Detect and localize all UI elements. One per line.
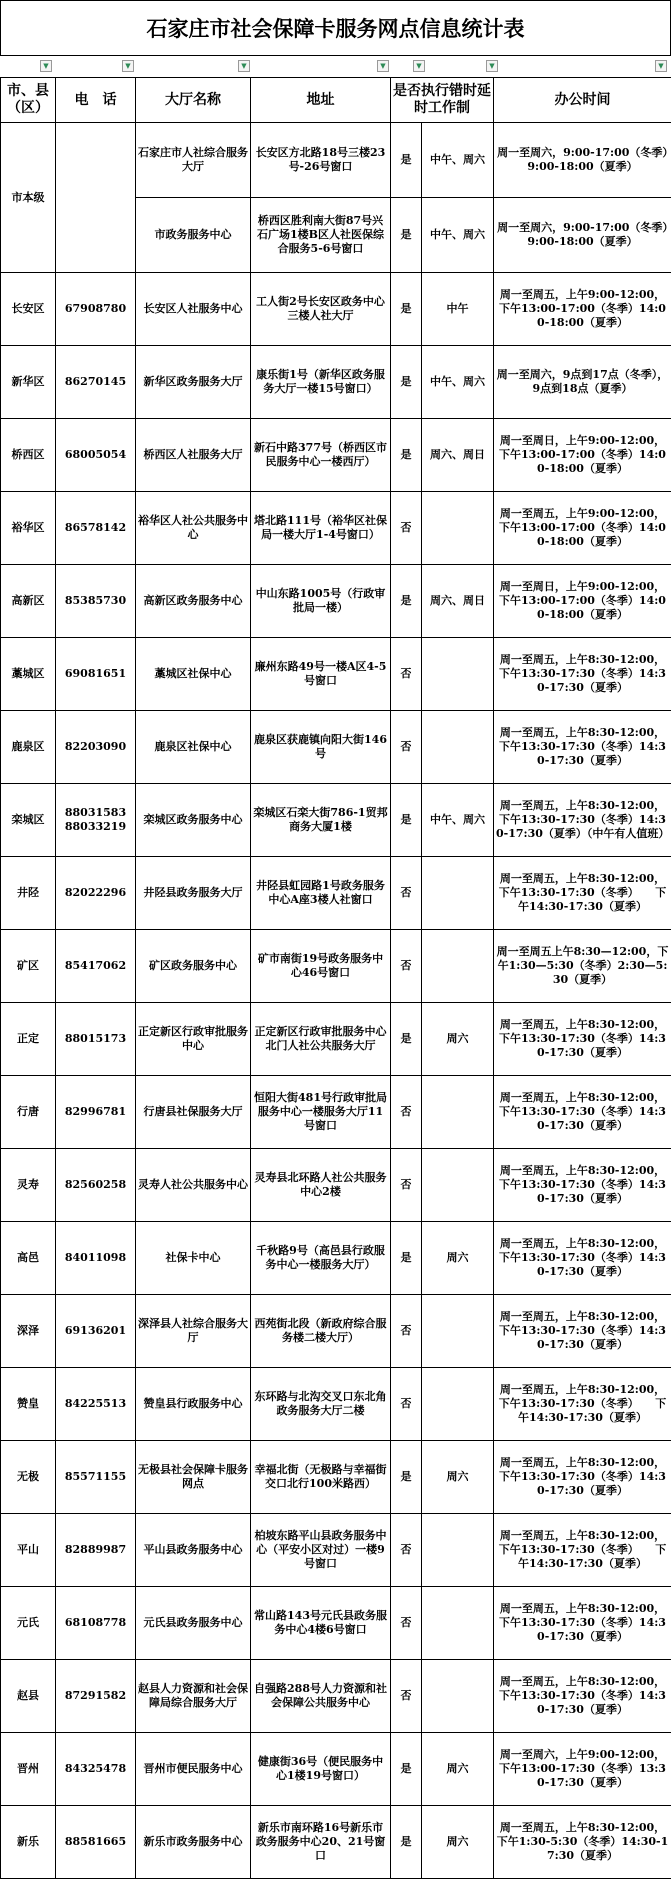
- filter-dropdown-icon[interactable]: ▼: [122, 60, 134, 72]
- cell-extra-days[interactable]: [422, 1076, 494, 1149]
- table-row: [1, 1076, 671, 1149]
- cell-address[interactable]: 鹿泉区获鹿镇向阳大街146号: [251, 711, 391, 784]
- cell-phone[interactable]: 85417062: [56, 930, 136, 1003]
- cell-office-hours[interactable]: 周一至周六，9点到17点（冬季），9点到18点（夏季）: [494, 346, 671, 419]
- cell-hall-name[interactable]: 元氏县政务服务中心: [136, 1587, 251, 1660]
- cell-phone[interactable]: 88031583 88033219: [56, 784, 136, 857]
- cell-address[interactable]: 桥西区胜利南大街87号兴石广场1楼B区人社医保综合服务5-6号窗口: [251, 198, 391, 273]
- cell-staggered[interactable]: 否: [391, 930, 422, 1003]
- cell-district[interactable]: 新乐: [1, 1806, 56, 1879]
- cell-office-hours[interactable]: 周一至周五，上午8:30-12:00，下午13:30-17:30（冬季）14:30-17:30（夏季）: [494, 1441, 671, 1514]
- cell-extra-days[interactable]: 中午、周六: [422, 198, 494, 273]
- cell-district[interactable]: 藁城区: [1, 638, 56, 711]
- cell-district[interactable]: 井陉: [1, 857, 56, 930]
- table-row: [1, 1733, 671, 1806]
- cell-phone[interactable]: 85571155: [56, 1441, 136, 1514]
- table-header-row: [1, 78, 671, 123]
- cell-address[interactable]: 新石中路377号（桥西区市民服务中心一楼西厅）: [251, 419, 391, 492]
- cell-staggered[interactable]: 是: [391, 123, 422, 198]
- cell-district[interactable]: 赵县: [1, 1660, 56, 1733]
- cell-staggered[interactable]: 否: [391, 711, 422, 784]
- cell-hall-name[interactable]: 藁城区社保中心: [136, 638, 251, 711]
- cell-phone[interactable]: 84325478: [56, 1733, 136, 1806]
- cell-office-hours[interactable]: 周一至周五，上午9:00-12:00，下午13:00-17:00（冬季）14:00-18:00（夏季）: [494, 273, 671, 346]
- cell-staggered[interactable]: 是: [391, 784, 422, 857]
- cell-staggered[interactable]: 否: [391, 1149, 422, 1222]
- cell-extra-days[interactable]: 周六、周日: [422, 419, 494, 492]
- table-row: [1, 1806, 671, 1879]
- cell-office-hours[interactable]: 周一至周六，上午9:00-12:00，下午13:00-17:30（冬季）13:30-17:30（夏季）: [494, 1733, 671, 1806]
- cell-hall-name[interactable]: 平山县政务服务中心: [136, 1514, 251, 1587]
- cell-hall-name[interactable]: 晋州市便民服务中心: [136, 1733, 251, 1806]
- cell-address[interactable]: 柏坡东路平山县政务服务中心（平安小区对过）一楼9号窗口: [251, 1514, 391, 1587]
- table-row: [1, 638, 671, 711]
- cell-address[interactable]: 灵寿县北环路人社公共服务中心2楼: [251, 1149, 391, 1222]
- cell-hall-name[interactable]: 市政务服务中心: [136, 198, 251, 273]
- cell-hall-name[interactable]: 行唐县社保服务大厅: [136, 1076, 251, 1149]
- cell-address[interactable]: 工人街2号长安区政务中心三楼人社大厅: [251, 273, 391, 346]
- table-row: [1, 123, 671, 198]
- cell-extra-days[interactable]: [422, 930, 494, 1003]
- cell-office-hours[interactable]: 周一至周六，9:00-17:00（冬季）9:00-18:00（夏季）: [494, 198, 671, 273]
- cell-extra-days[interactable]: 周六: [422, 1806, 494, 1879]
- cell-office-hours[interactable]: 周一至周日，上午9:00-12:00，下午13:00-17:00（冬季）14:00-18:00（夏季）: [494, 419, 671, 492]
- cell-hall-name[interactable]: 社保卡中心: [136, 1222, 251, 1295]
- cell-phone[interactable]: 69136201: [56, 1295, 136, 1368]
- cell-address[interactable]: 自强路288号人力资源和社会保障公共服务中心: [251, 1660, 391, 1733]
- cell-district[interactable]: 桥西区: [1, 419, 56, 492]
- table-row: [1, 1441, 671, 1514]
- header-address: 地址: [251, 78, 391, 123]
- cell-address[interactable]: 井陉县虹园路1号政务服务中心A座3楼人社窗口: [251, 857, 391, 930]
- cell-hall-name[interactable]: 桥西区人社服务大厅: [136, 419, 251, 492]
- table-row: [1, 1660, 671, 1733]
- service-points-table: [0, 77, 671, 1879]
- cell-extra-days[interactable]: 中午: [422, 273, 494, 346]
- cell-hall-name[interactable]: 石家庄市人社综合服务大厅: [136, 123, 251, 198]
- cell-office-hours[interactable]: 周一至周五，上午8:30-12:00，下午13:30-17:30（冬季）14:30-17:30（夏季）: [494, 638, 671, 711]
- cell-extra-days[interactable]: [422, 1149, 494, 1222]
- cell-hall-name[interactable]: 赞皇县行政服务中心: [136, 1368, 251, 1441]
- cell-district[interactable]: 行唐: [1, 1076, 56, 1149]
- cell-extra-days[interactable]: 周六、周日: [422, 565, 494, 638]
- cell-phone[interactable]: 82996781: [56, 1076, 136, 1149]
- cell-staggered[interactable]: 否: [391, 1368, 422, 1441]
- cell-address[interactable]: 塔北路111号（裕华区社保局一楼大厅1-4号窗口）: [251, 492, 391, 565]
- cell-office-hours[interactable]: 周一至周五，上午8:30-12:00，下午13:30-17:30（冬季）14:30-17:30（夏季）: [494, 1222, 671, 1295]
- cell-hall-name[interactable]: 栾城区政务服务中心: [136, 784, 251, 857]
- table-row: [1, 1149, 671, 1222]
- cell-district[interactable]: 长安区: [1, 273, 56, 346]
- cell-extra-days[interactable]: 周六: [422, 1222, 494, 1295]
- cell-address[interactable]: 西苑街北段（新政府综合服务楼二楼大厅）: [251, 1295, 391, 1368]
- header-phone: 电 话: [56, 78, 136, 123]
- cell-staggered[interactable]: 是: [391, 1222, 422, 1295]
- cell-district[interactable]: 鹿泉区: [1, 711, 56, 784]
- cell-hall-name[interactable]: 裕华区人社公共服务中心: [136, 492, 251, 565]
- cell-district[interactable]: 赞皇: [1, 1368, 56, 1441]
- table-row: [1, 419, 671, 492]
- cell-hall-name[interactable]: 赵县人力资源和社会保障局综合服务大厅: [136, 1660, 251, 1733]
- cell-district[interactable]: 正定: [1, 1003, 56, 1076]
- cell-address[interactable]: 幸福北街（无极路与幸福街交口北行100米路西）: [251, 1441, 391, 1514]
- cell-phone[interactable]: 69081651: [56, 638, 136, 711]
- cell-staggered[interactable]: 否: [391, 1660, 422, 1733]
- cell-office-hours[interactable]: 周一至周五，上午8:30-12:00，下午13:30-17:30（冬季）14:30-17:30（夏季）（中午有人值班）: [494, 784, 671, 857]
- cell-staggered[interactable]: 是: [391, 198, 422, 273]
- cell-extra-days[interactable]: 中午、周六: [422, 123, 494, 198]
- cell-phone[interactable]: 82022296: [56, 857, 136, 930]
- cell-staggered[interactable]: 是: [391, 419, 422, 492]
- cell-district[interactable]: 矿区: [1, 930, 56, 1003]
- cell-staggered[interactable]: 是: [391, 346, 422, 419]
- cell-address[interactable]: 正定新区行政审批服务中心北门人社公共服务大厅: [251, 1003, 391, 1076]
- table-row: [1, 273, 671, 346]
- filter-bar: [0, 56, 671, 77]
- cell-phone[interactable]: 82203090: [56, 711, 136, 784]
- table-row: [1, 1368, 671, 1441]
- table-row: [1, 857, 671, 930]
- cell-office-hours[interactable]: 周一至周五，上午8:30-12:00，下午13:30-17:30（冬季）14:30-17:30（夏季）: [494, 1149, 671, 1222]
- cell-staggered[interactable]: 否: [391, 1076, 422, 1149]
- cell-extra-days[interactable]: [422, 638, 494, 711]
- cell-office-hours[interactable]: 周一至周五，上午8:30-12:00，下午13:30-17:30（冬季）14:30-17:30（夏季）: [494, 1003, 671, 1076]
- cell-extra-days[interactable]: [422, 711, 494, 784]
- cell-extra-days[interactable]: [422, 1295, 494, 1368]
- header-district: 市、县（区）: [1, 78, 56, 123]
- cell-hall-name[interactable]: 新乐市政务服务中心: [136, 1806, 251, 1879]
- cell-staggered[interactable]: 否: [391, 492, 422, 565]
- cell-district[interactable]: 裕华区: [1, 492, 56, 565]
- cell-phone[interactable]: 86578142: [56, 492, 136, 565]
- cell-phone[interactable]: 68005054: [56, 419, 136, 492]
- filter-dropdown-icon[interactable]: ▼: [413, 60, 425, 72]
- header-hall-name: 大厅名称: [136, 78, 251, 123]
- cell-district[interactable]: 灵寿: [1, 1149, 56, 1222]
- cell-hall-name[interactable]: 矿区政务服务中心: [136, 930, 251, 1003]
- cell-address[interactable]: 栾城区石栾大街786-1贸邦商务大厦1楼: [251, 784, 391, 857]
- cell-phone[interactable]: 88015173: [56, 1003, 136, 1076]
- cell-extra-days[interactable]: 周六: [422, 1441, 494, 1514]
- cell-office-hours[interactable]: 周一至周五，上午8:30-12:00，下午13:30-17:30（冬季） 下午14:30-17:30（夏季）: [494, 1368, 671, 1441]
- sheet-title: 石家庄市社会保障卡服务网点信息统计表: [0, 0, 671, 56]
- cell-district[interactable]: 新华区: [1, 346, 56, 419]
- table-row: [1, 711, 671, 784]
- cell-hall-name[interactable]: 鹿泉区社保中心: [136, 711, 251, 784]
- cell-staggered[interactable]: 否: [391, 1587, 422, 1660]
- cell-office-hours[interactable]: 周一至周五，上午8:30-12:00，下午13:30-17:30（冬季）14:30-17:30（夏季）: [494, 711, 671, 784]
- cell-address[interactable]: 中山东路1005号（行政审批局一楼）: [251, 565, 391, 638]
- cell-phone[interactable]: 86270145: [56, 346, 136, 419]
- cell-staggered[interactable]: 否: [391, 1514, 422, 1587]
- cell-staggered[interactable]: 是: [391, 1441, 422, 1514]
- cell-address[interactable]: 矿市南街19号政务服务中心46号窗口: [251, 930, 391, 1003]
- cell-phone[interactable]: 67908780: [56, 273, 136, 346]
- cell-extra-days[interactable]: 周六: [422, 1003, 494, 1076]
- header-office-hours: 办公时间: [494, 78, 671, 123]
- cell-address[interactable]: 健康街36号（便民服务中心1楼19号窗口）: [251, 1733, 391, 1806]
- filter-dropdown-icon[interactable]: ▼: [655, 60, 667, 72]
- cell-extra-days[interactable]: [422, 1660, 494, 1733]
- cell-extra-days[interactable]: 中午、周六: [422, 346, 494, 419]
- cell-staggered[interactable]: 是: [391, 1733, 422, 1806]
- cell-district[interactable]: 平山: [1, 1514, 56, 1587]
- cell-district[interactable]: 元氏: [1, 1587, 56, 1660]
- cell-hall-name[interactable]: 灵寿人社公共服务中心: [136, 1149, 251, 1222]
- cell-phone[interactable]: 82889987: [56, 1514, 136, 1587]
- cell-hall-name[interactable]: 新华区政务服务大厅: [136, 346, 251, 419]
- cell-district[interactable]: 高新区: [1, 565, 56, 638]
- cell-address[interactable]: 千秋路9号（高邑县行政服务中心一楼服务大厅）: [251, 1222, 391, 1295]
- table-row: [1, 1222, 671, 1295]
- cell-extra-days[interactable]: 中午、周六: [422, 784, 494, 857]
- cell-district[interactable]: 栾城区: [1, 784, 56, 857]
- table-row: [1, 346, 671, 419]
- table-row: [1, 1587, 671, 1660]
- cell-address[interactable]: 康乐街1号（新华区政务服务大厅一楼15号窗口）: [251, 346, 391, 419]
- cell-office-hours[interactable]: 周一至周五，上午8:30-12:00，下午13:30-17:30（冬季）14:30-17:30（夏季）: [494, 1295, 671, 1368]
- cell-extra-days[interactable]: [422, 1587, 494, 1660]
- filter-dropdown-icon[interactable]: ▼: [40, 60, 52, 72]
- cell-office-hours[interactable]: 周一至周日，上午9:00-12:00，下午13:00-17:00（冬季）14:00-18:00（夏季）: [494, 565, 671, 638]
- table-row: [1, 1295, 671, 1368]
- table-row: [1, 930, 671, 1003]
- cell-hall-name[interactable]: 无极县社会保障卡服务网点: [136, 1441, 251, 1514]
- cell-district[interactable]: 深泽: [1, 1295, 56, 1368]
- cell-office-hours[interactable]: 周一至周五，上午8:30-12:00，下午1:30-5:30（冬季）14:30-17:30（夏季）: [494, 1806, 671, 1879]
- cell-extra-days[interactable]: [422, 492, 494, 565]
- cell-office-hours[interactable]: 周一至周五，上午9:00-12:00，下午13:00-17:00（冬季）14:00-18:00（夏季）: [494, 492, 671, 565]
- cell-address[interactable]: 廉州东路49号一楼A区4-5号窗口: [251, 638, 391, 711]
- cell-extra-days[interactable]: [422, 1514, 494, 1587]
- cell-phone[interactable]: 84225513: [56, 1368, 136, 1441]
- cell-phone[interactable]: 82560258: [56, 1149, 136, 1222]
- cell-office-hours[interactable]: 周一至周五，上午8:30-12:00，下午13:30-17:30（冬季）14:30-17:30（夏季）: [494, 1587, 671, 1660]
- cell-office-hours[interactable]: 周一至周五上午8:30—12:00，下午1:30—5:30（冬季）2:30—5:30（夏季）: [494, 930, 671, 1003]
- cell-phone[interactable]: 88581665: [56, 1806, 136, 1879]
- cell-hall-name[interactable]: 井陉县政务服务大厅: [136, 857, 251, 930]
- cell-phone[interactable]: 85385730: [56, 565, 136, 638]
- cell-extra-days[interactable]: [422, 857, 494, 930]
- cell-office-hours[interactable]: 周一至周五，上午8:30-12:00，下午13:30-17:30（冬季） 下午14:30-17:30（夏季）: [494, 857, 671, 930]
- filter-dropdown-icon[interactable]: ▼: [486, 60, 498, 72]
- cell-staggered[interactable]: 是: [391, 1806, 422, 1879]
- cell-staggered[interactable]: 否: [391, 638, 422, 711]
- cell-district[interactable]: 高邑: [1, 1222, 56, 1295]
- cell-address[interactable]: 东环路与北沟交叉口东北角政务服务大厅二楼: [251, 1368, 391, 1441]
- cell-staggered[interactable]: 是: [391, 1003, 422, 1076]
- cell-office-hours[interactable]: 周一至周六，9:00-17:00（冬季）9:00-18:00（夏季）: [494, 123, 671, 198]
- cell-staggered[interactable]: 是: [391, 273, 422, 346]
- cell-hall-name[interactable]: 正定新区行政审批服务中心: [136, 1003, 251, 1076]
- cell-office-hours[interactable]: 周一至周五，上午8:30-12:00，下午13:30-17:30（冬季）14:30-17:30（夏季）: [494, 1660, 671, 1733]
- table-row: [1, 1514, 671, 1587]
- cell-phone[interactable]: [56, 123, 136, 273]
- cell-address[interactable]: 常山路143号元氏县政务服务中心4楼6号窗口: [251, 1587, 391, 1660]
- cell-hall-name[interactable]: 长安区人社服务中心: [136, 273, 251, 346]
- cell-hall-name[interactable]: 深泽县人社综合服务大厅: [136, 1295, 251, 1368]
- cell-extra-days[interactable]: 周六: [422, 1733, 494, 1806]
- table-row: [1, 784, 671, 857]
- cell-address[interactable]: 恒阳大街481号行政审批局服务中心一楼服务大厅11号窗口: [251, 1076, 391, 1149]
- cell-staggered[interactable]: 否: [391, 1295, 422, 1368]
- cell-office-hours[interactable]: 周一至周五，上午8:30-12:00，下午13:30-17:30（冬季）14:30-17:30（夏季）: [494, 1076, 671, 1149]
- cell-phone[interactable]: 68108778: [56, 1587, 136, 1660]
- table-row: [1, 492, 671, 565]
- cell-address[interactable]: 新乐市南环路16号新乐市政务服务中心20、21号窗口: [251, 1806, 391, 1879]
- table-row: [1, 565, 671, 638]
- cell-district[interactable]: 无极: [1, 1441, 56, 1514]
- cell-phone[interactable]: 87291582: [56, 1660, 136, 1733]
- table-row: [1, 1003, 671, 1076]
- cell-extra-days[interactable]: [422, 1368, 494, 1441]
- filter-dropdown-icon[interactable]: ▼: [238, 60, 250, 72]
- cell-staggered[interactable]: 否: [391, 857, 422, 930]
- header-staggered-hours: 是否执行错时延时工作制: [391, 78, 494, 123]
- cell-office-hours[interactable]: 周一至周五，上午8:30-12:00，下午13:30-17:30（冬季） 下午14:30-17:30（夏季）: [494, 1514, 671, 1587]
- cell-hall-name[interactable]: 高新区政务服务中心: [136, 565, 251, 638]
- cell-staggered[interactable]: 是: [391, 565, 422, 638]
- cell-district[interactable]: 晋州: [1, 1733, 56, 1806]
- cell-phone[interactable]: 84011098: [56, 1222, 136, 1295]
- cell-address[interactable]: 长安区方北路18号三楼23号-26号窗口: [251, 123, 391, 198]
- cell-district[interactable]: 市本级: [1, 123, 56, 273]
- filter-dropdown-icon[interactable]: ▼: [377, 60, 389, 72]
